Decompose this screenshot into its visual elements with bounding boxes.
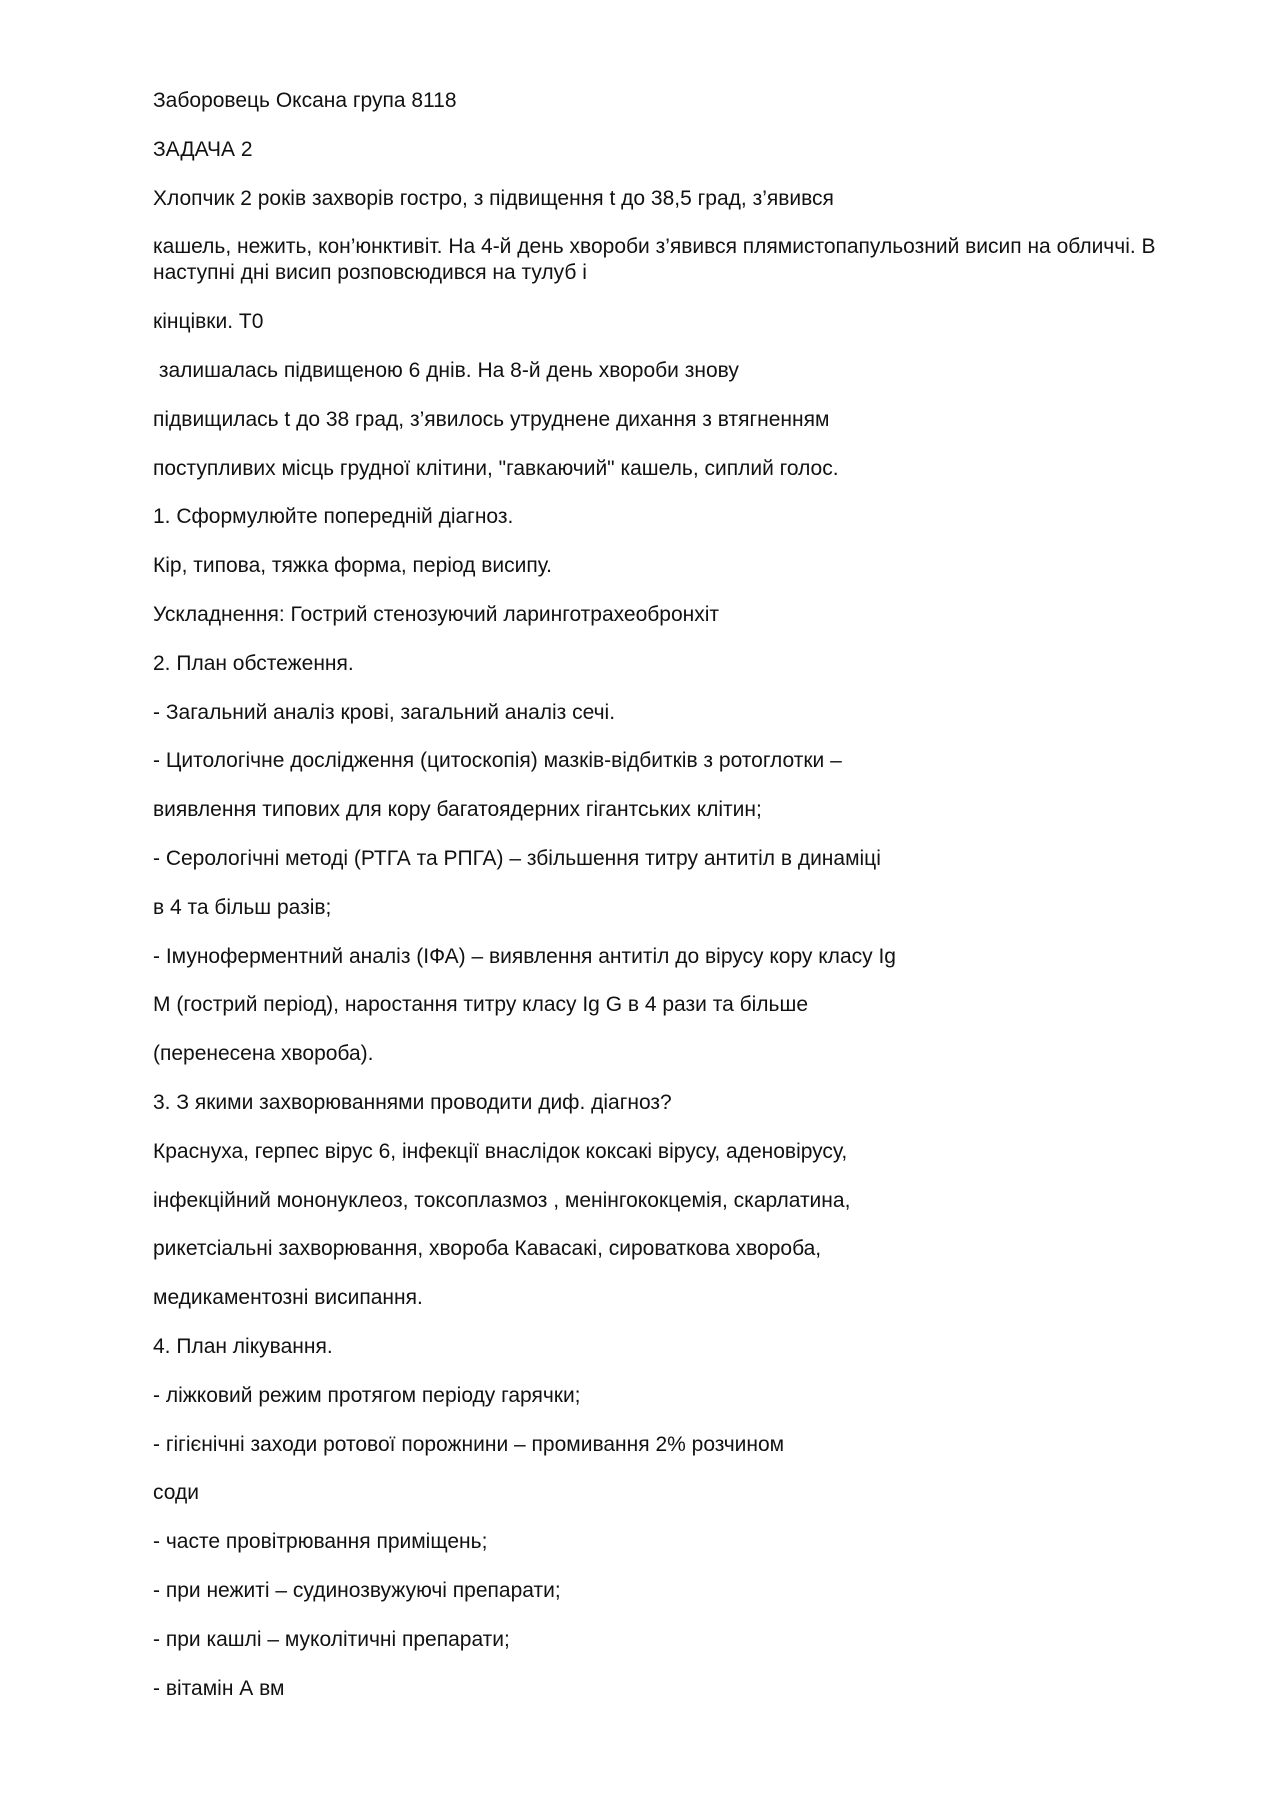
text-line: виявлення типових для кору багатоядерних гігантських клітин; [153,798,762,822]
list-item: - вітамін А вм [153,1676,285,1700]
document-body [153,88,1213,1724]
list-item: - Загальний аналіз крові, загальний аналіз сечі. [153,700,616,724]
text-line: кашель, нежить, кон’юнктивіт. На 4-й день хвороби з’явився плямистопапульозний висип на обличчі. В наступні дні висип розповсюдився на тулуб і [153,235,1156,285]
list-item: - гігієнічні заходи ротової порожнини – промивання 2% розчином [153,1432,785,1456]
text-line: поступливих місць грудної клітини, "гавкаючий" кашель, сиплий голос. [153,456,839,480]
text-line: Краснуха, герпес вірус 6, інфекції внаслідок коксакі вірусу, аденовірусу, [153,1139,848,1163]
question-heading: 3. З якими захворюваннями проводити диф. діагноз? [153,1090,672,1114]
text-line: залишалась підвищеною 6 днів. На 8-й день хвороби знову [153,358,739,382]
list-item: - при нежиті – судинозвужуючі препарати; [153,1578,561,1602]
text-line: в 4 та більш разів; [153,895,332,919]
question-heading: 4. План лікування. [153,1334,333,1358]
list-item: - часте провітрювання приміщень; [153,1530,488,1554]
list-item: - ліжковий режим протягом періоду гарячки; [153,1383,581,1407]
author-line: Заборовець Оксана група 8118 [153,89,457,112]
list-item: - Серологічні методі (РТГА та РПГА) – збільшення титру антитіл в динаміці [153,846,881,870]
list-item: - при кашлі – муколітичні препарати; [153,1627,510,1651]
text-line: підвищилась t до 38 град, з’явилось утруднене дихання з втягненням [153,407,830,431]
text-line: інфекційний мононуклеоз, токсоплазмоз , менінгококцемія, скарлатина, [153,1188,851,1212]
text-line: Ускладнення: Гострий стенозуючий ларинготрахеобронхіт [153,602,720,626]
text-line: M (гострий період), наростання титру класу Ig G в 4 рази та більше [153,993,808,1017]
task-title: ЗАДАЧА 2 [153,137,253,161]
text-line: медикаментозні висипання. [153,1286,423,1310]
text-line: рикетсіальні захворювання, хвороба Кавасакі, сироваткова хвороба, [153,1237,822,1261]
list-item: - Цитологічне дослідження (цитоскопія) мазків-відбитків з ротоглотки – [153,749,842,773]
text-line: соди [153,1481,199,1505]
question-heading: 2. План обстеження. [153,651,354,675]
text-line: (перенесена хвороба). [153,1042,374,1066]
list-item: - Імуноферментний аналіз (ІФА) – виявлення антитіл до вірусу кору класу Ig [153,944,896,968]
text-line: Кір, типова, тяжка форма, період висипу. [153,554,552,578]
text-line: кінцівки. Т0 [153,310,264,334]
text-line: Хлопчик 2 років захворів гостро, з підвищення t до 38,5 град, з’явився [153,186,834,210]
question-heading: 1. Сформулюйте попередній діагноз. [153,505,514,529]
